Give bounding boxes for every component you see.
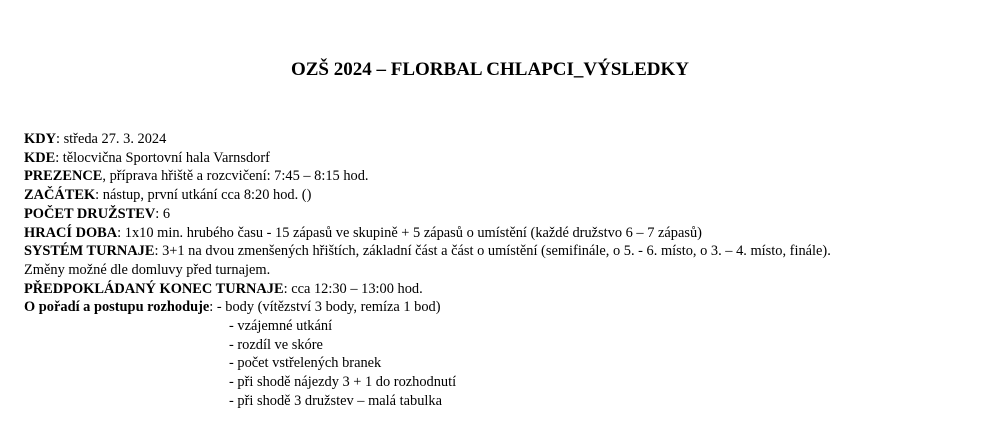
kde-value: : tělocvična Sportovní hala Varnsdorf	[55, 149, 270, 166]
info-line-konec	[24, 280, 984, 299]
system-label: SYSTÉM TURNAJE	[24, 243, 155, 260]
zacatek-label: ZAČÁTEK	[24, 187, 96, 204]
info-line-zacatek	[24, 186, 984, 205]
konec-label: PŘEDPOKLÁDANÝ KONEC TURNAJE	[24, 280, 284, 297]
prezence-value: , příprava hřiště a rozcvičení: 7:45 – 8:15 hod.	[102, 168, 369, 185]
zacatek-value: : nástup, první utkání cca 8:20 hod. ()	[95, 187, 312, 204]
pocet-label: POČET DRUŽSTEV	[24, 205, 156, 222]
tournament-info	[24, 130, 984, 411]
info-line-kde	[24, 149, 984, 168]
pocet-value: : 6	[155, 205, 171, 222]
criteria-item: - vzájemné utkání	[229, 318, 333, 335]
kdy-value: : středa 27. 3. 2024	[55, 131, 167, 147]
system-value: : 3+1 na dvou zmenšených hřištích, základní část a část o umístění (semifinále, o 5. - 6. místo, o 3. – 4. místo, finále).	[154, 243, 831, 260]
info-line-kdy	[24, 130, 984, 149]
hraci-doba-label: HRACÍ DOBA	[24, 224, 118, 241]
info-line-poradi	[24, 298, 984, 317]
prezence-label: PREZENCE	[24, 168, 103, 185]
kdy-label: KDY	[24, 131, 56, 147]
criteria-item: - při shodě 3 družstev – malá tabulka	[229, 392, 442, 409]
criteria-item: - počet vstřelených branek	[229, 355, 382, 372]
info-line-pocet	[24, 205, 984, 224]
info-line-prezence	[24, 167, 984, 186]
kde-label: KDE	[24, 149, 56, 166]
konec-value: : cca 12:30 – 13:00 hod.	[283, 280, 423, 297]
criteria-item: - rozdíl ve skóre	[229, 336, 323, 353]
poradi-first-criterion: : - body (vítězství 3 body, remíza 1 bod)	[209, 299, 441, 316]
criteria-item: - při shodě nájezdy 3 + 1 do rozhodnutí	[229, 374, 457, 391]
poradi-label: O pořadí a postupu rozhoduje	[24, 299, 210, 316]
info-line-system	[24, 242, 984, 261]
info-line-zmeny: Změny možné dle domluvy před turnajem.	[24, 261, 271, 278]
page-title: OZŠ 2024 – FLORBAL CHLAPCI_VÝSLEDKY	[290, 59, 689, 80]
hraci-doba-value: : 1x10 min. hrubého času - 15 zápasů ve skupině + 5 zápasů o umístění (každé družstvo 6 – 7 zápasů)	[117, 224, 702, 241]
info-line-hraci-doba	[24, 224, 984, 243]
